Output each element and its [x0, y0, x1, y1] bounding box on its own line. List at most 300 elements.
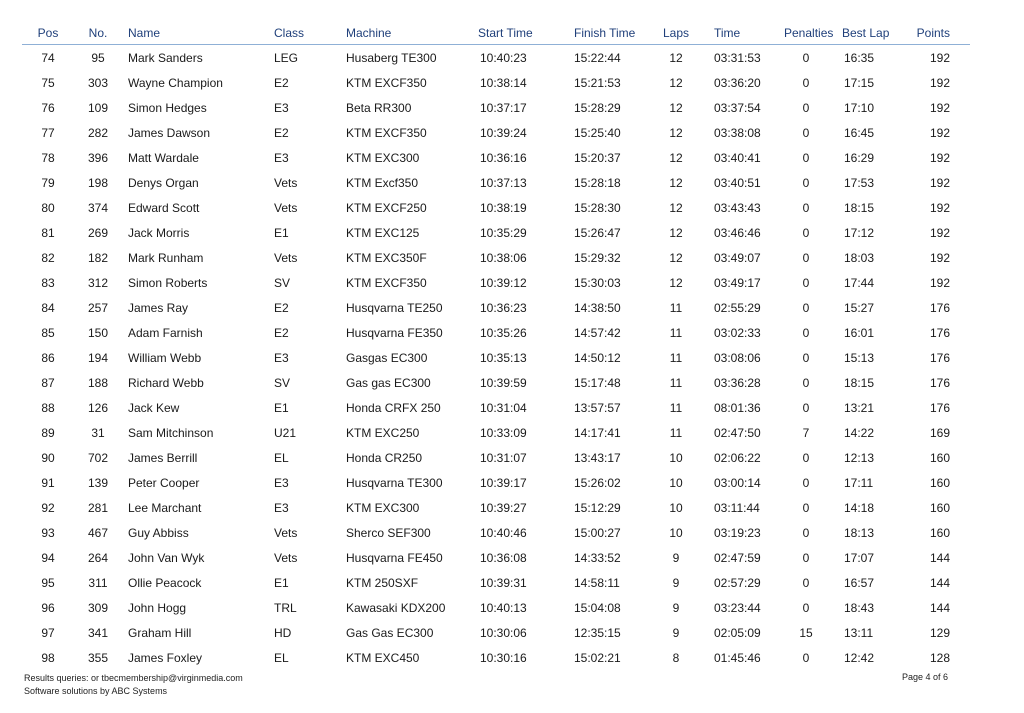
table-row	[22, 521, 970, 546]
cell-penalties: 0	[802, 51, 810, 65]
cell-best: 14:18	[844, 501, 875, 515]
cell-start: 10:39:59	[480, 376, 527, 390]
cell-laps: 11	[669, 326, 683, 340]
col-header-pos: Pos	[37, 26, 59, 40]
cell-name: Denys Organ	[128, 176, 199, 190]
cell-finish: 15:26:47	[574, 226, 621, 240]
cell-start: 10:36:23	[480, 301, 527, 315]
cell-time: 03:49:17	[714, 276, 761, 290]
table-row	[22, 646, 970, 671]
cell-time: 03:00:14	[714, 476, 761, 490]
cell-laps: 9	[672, 601, 680, 615]
table-row	[22, 296, 970, 321]
cell-start: 10:39:12	[480, 276, 527, 290]
cell-laps: 8	[672, 651, 680, 665]
cell-machine: Husqvarna TE300	[346, 476, 443, 490]
cell-points: 192	[929, 251, 950, 265]
cell-laps: 9	[672, 626, 680, 640]
cell-pos: 85	[41, 326, 55, 340]
cell-no: 355	[87, 651, 109, 665]
cell-laps: 12	[669, 101, 683, 115]
cell-points: 176	[929, 401, 950, 415]
cell-machine: Beta RR300	[346, 101, 412, 115]
cell-name: Sam Mitchinson	[128, 426, 214, 440]
cell-class: Vets	[274, 526, 298, 540]
cell-points: 192	[929, 76, 950, 90]
cell-start: 10:33:09	[480, 426, 527, 440]
cell-class: E1	[274, 401, 289, 415]
cell-pos: 92	[41, 501, 55, 515]
cell-penalties: 0	[802, 351, 810, 365]
cell-pos: 87	[41, 376, 55, 390]
cell-name: Guy Abbiss	[128, 526, 189, 540]
cell-penalties: 0	[802, 251, 810, 265]
cell-class: Vets	[274, 251, 298, 265]
cell-penalties: 7	[802, 426, 810, 440]
cell-finish: 13:57:57	[574, 401, 621, 415]
col-header-no: No.	[88, 26, 108, 40]
table-row	[22, 271, 970, 296]
cell-best: 16:01	[844, 326, 875, 340]
cell-time: 03:36:20	[714, 76, 761, 90]
cell-penalties: 0	[802, 151, 810, 165]
cell-pos: 96	[41, 601, 55, 615]
cell-pos: 90	[41, 451, 55, 465]
cell-no: 311	[88, 576, 108, 590]
cell-laps: 11	[669, 376, 683, 390]
cell-time: 02:05:09	[714, 626, 761, 640]
cell-machine: Husqvarna FE350	[346, 326, 443, 340]
table-row	[22, 396, 970, 421]
cell-penalties: 0	[802, 501, 810, 515]
table-row	[22, 496, 970, 521]
cell-name: John Hogg	[128, 601, 187, 615]
cell-penalties: 0	[802, 126, 810, 140]
col-header-penalties: Penalties	[784, 26, 834, 40]
cell-class: E2	[274, 301, 289, 315]
cell-points: 160	[929, 501, 950, 515]
cell-pos: 79	[41, 176, 55, 190]
cell-finish: 15:02:21	[574, 651, 621, 665]
cell-name: Wayne Champion	[128, 76, 223, 90]
cell-points: 144	[929, 601, 950, 615]
cell-name: Adam Farnish	[128, 326, 203, 340]
table-row	[22, 246, 970, 271]
cell-machine: Gasgas EC300	[346, 351, 428, 365]
cell-finish: 15:20:37	[574, 151, 621, 165]
cell-penalties: 15	[799, 626, 813, 640]
cell-class: LEG	[274, 51, 299, 65]
cell-time: 02:57:29	[714, 576, 761, 590]
cell-no: 95	[91, 51, 105, 65]
cell-laps: 12	[669, 126, 683, 140]
cell-no: 282	[87, 126, 109, 140]
cell-penalties: 0	[802, 651, 810, 665]
cell-time: 03:23:44	[714, 601, 761, 615]
cell-no: 467	[87, 526, 109, 540]
table-row	[22, 321, 970, 346]
cell-machine: KTM EXC350F	[346, 251, 427, 265]
cell-finish: 13:43:17	[574, 451, 621, 465]
cell-no: 396	[87, 151, 109, 165]
cell-penalties: 0	[802, 551, 810, 565]
cell-name: James Berrill	[128, 451, 198, 465]
cell-no: 702	[87, 451, 109, 465]
cell-points: 192	[929, 276, 950, 290]
cell-no: 374	[87, 201, 109, 215]
cell-time: 03:08:06	[714, 351, 761, 365]
cell-pos: 84	[41, 301, 55, 315]
cell-machine: KTM EXCF250	[346, 201, 427, 215]
cell-time: 02:47:59	[714, 551, 761, 565]
cell-best: 18:13	[844, 526, 875, 540]
cell-name: Matt Wardale	[128, 151, 199, 165]
cell-pos: 89	[41, 426, 55, 440]
cell-points: 192	[929, 51, 950, 65]
cell-finish: 14:33:52	[574, 551, 621, 565]
cell-start: 10:39:17	[480, 476, 527, 490]
cell-time: 03:31:53	[714, 51, 761, 65]
cell-best: 15:27	[844, 301, 875, 315]
cell-best: 13:11	[844, 626, 874, 640]
cell-laps: 9	[672, 551, 680, 565]
cell-best: 14:22	[844, 426, 875, 440]
cell-machine: Husqvarna TE250	[346, 301, 443, 315]
table-row	[22, 121, 970, 146]
table-row	[22, 171, 970, 196]
cell-finish: 15:29:32	[574, 251, 621, 265]
cell-points: 192	[929, 176, 950, 190]
cell-class: E1	[274, 226, 289, 240]
cell-points: 169	[929, 426, 950, 440]
cell-finish: 14:58:11	[574, 576, 620, 590]
cell-pos: 81	[41, 226, 55, 240]
cell-start: 10:40:46	[480, 526, 527, 540]
results-queries-text: Results queries: or tbecmembership@virginmedia.com	[24, 673, 243, 683]
cell-machine: Kawasaki KDX200	[346, 601, 446, 615]
col-header-start-time: Start Time	[478, 26, 533, 40]
col-header-finish-time: Finish Time	[574, 26, 636, 40]
cell-time: 02:47:50	[714, 426, 761, 440]
cell-machine: KTM EXCF350	[346, 76, 427, 90]
cell-time: 03:11:44	[714, 501, 760, 515]
cell-start: 10:38:06	[480, 251, 527, 265]
cell-name: William Webb	[128, 351, 202, 365]
table-row	[22, 221, 970, 246]
cell-laps: 12	[669, 226, 683, 240]
cell-best: 17:44	[844, 276, 875, 290]
cell-points: 192	[929, 126, 950, 140]
cell-no: 109	[87, 101, 109, 115]
cell-no: 198	[87, 176, 109, 190]
cell-points: 192	[929, 201, 950, 215]
table-row	[22, 146, 970, 171]
cell-no: 269	[87, 226, 109, 240]
cell-class: E3	[274, 101, 289, 115]
cell-pos: 80	[41, 201, 55, 215]
cell-no: 257	[87, 301, 109, 315]
cell-no: 150	[87, 326, 109, 340]
table-row	[22, 346, 970, 371]
cell-machine: KTM EXC300	[346, 151, 420, 165]
cell-points: 160	[929, 526, 950, 540]
cell-machine: Honda CR250	[346, 451, 423, 465]
cell-machine: Honda CRFX 250	[346, 401, 441, 415]
cell-name: Simon Roberts	[128, 276, 208, 290]
cell-best: 17:15	[844, 76, 875, 90]
cell-laps: 9	[672, 576, 680, 590]
cell-pos: 88	[41, 401, 55, 415]
cell-class: E2	[274, 126, 289, 140]
cell-best: 12:42	[844, 651, 875, 665]
cell-name: James Dawson	[128, 126, 211, 140]
software-credit-text: Software solutions by ABC Systems	[24, 686, 168, 696]
cell-start: 10:30:16	[480, 651, 527, 665]
cell-class: E3	[274, 351, 289, 365]
cell-start: 10:39:31	[480, 576, 527, 590]
cell-laps: 10	[669, 501, 683, 515]
cell-time: 03:37:54	[714, 101, 761, 115]
cell-class: Vets	[274, 551, 298, 565]
cell-laps: 12	[669, 76, 683, 90]
cell-points: 192	[929, 226, 950, 240]
cell-penalties: 0	[802, 101, 810, 115]
cell-points: 144	[929, 576, 950, 590]
cell-time: 03:38:08	[714, 126, 761, 140]
cell-penalties: 0	[802, 326, 810, 340]
cell-points: 176	[929, 351, 950, 365]
cell-class: E2	[274, 326, 289, 340]
cell-penalties: 0	[802, 526, 810, 540]
cell-no: 188	[87, 376, 109, 390]
cell-best: 18:43	[844, 601, 875, 615]
cell-no: 182	[87, 251, 109, 265]
footer-info	[24, 672, 243, 698]
cell-machine: KTM Excf350	[346, 176, 419, 190]
cell-laps: 12	[669, 276, 683, 290]
cell-best: 12:13	[844, 451, 875, 465]
cell-time: 02:06:22	[714, 451, 761, 465]
cell-time: 03:40:41	[714, 151, 761, 165]
cell-machine: KTM EXCF350	[346, 126, 427, 140]
cell-finish: 15:28:18	[574, 176, 621, 190]
cell-points: 160	[929, 476, 950, 490]
cell-points: 144	[929, 551, 950, 565]
cell-points: 176	[929, 376, 950, 390]
cell-name: Graham Hill	[128, 626, 192, 640]
cell-time: 01:45:46	[714, 651, 761, 665]
table-row	[22, 546, 970, 571]
cell-laps: 11	[669, 301, 683, 315]
cell-machine: Gas Gas EC300	[346, 626, 434, 640]
cell-points: 192	[929, 101, 950, 115]
cell-points: 176	[929, 326, 950, 340]
col-header-time: Time	[714, 26, 741, 40]
cell-points: 129	[929, 626, 950, 640]
cell-penalties: 0	[802, 276, 810, 290]
cell-no: 309	[87, 601, 109, 615]
cell-finish: 12:35:15	[574, 626, 621, 640]
cell-penalties: 0	[802, 451, 810, 465]
cell-time: 03:36:28	[714, 376, 761, 390]
cell-best: 17:53	[844, 176, 875, 190]
cell-start: 10:31:04	[480, 401, 527, 415]
cell-penalties: 0	[802, 301, 810, 315]
cell-time: 03:49:07	[714, 251, 761, 265]
cell-pos: 75	[41, 76, 55, 90]
cell-name: Mark Runham	[128, 251, 204, 265]
cell-class: U21	[274, 426, 297, 440]
cell-laps: 12	[669, 201, 683, 215]
cell-start: 10:38:19	[480, 201, 527, 215]
cell-class: E3	[274, 476, 289, 490]
cell-laps: 11	[669, 426, 683, 440]
cell-name: Jack Morris	[128, 226, 190, 240]
cell-pos: 77	[41, 126, 55, 140]
cell-no: 126	[87, 401, 109, 415]
cell-penalties: 0	[802, 226, 810, 240]
cell-laps: 11	[669, 401, 683, 415]
cell-laps: 11	[669, 351, 683, 365]
cell-machine: KTM EXC300	[346, 501, 420, 515]
results-table-header	[22, 24, 970, 45]
cell-laps: 10	[669, 451, 683, 465]
cell-laps: 10	[669, 526, 683, 540]
cell-pos: 74	[41, 51, 55, 65]
cell-no: 139	[87, 476, 109, 490]
cell-class: E3	[274, 501, 289, 515]
col-header-best-lap: Best Lap	[842, 26, 890, 40]
col-header-points: Points	[916, 26, 950, 40]
cell-class: E3	[274, 151, 289, 165]
cell-time: 03:43:43	[714, 201, 761, 215]
cell-class: Vets	[274, 176, 298, 190]
cell-no: 31	[91, 426, 105, 440]
cell-class: SV	[274, 276, 291, 290]
cell-best: 16:45	[844, 126, 875, 140]
col-header-machine: Machine	[346, 26, 392, 40]
cell-name: Mark Sanders	[128, 51, 203, 65]
cell-pos: 95	[41, 576, 55, 590]
cell-machine: KTM EXCF350	[346, 276, 427, 290]
cell-machine: Sherco SEF300	[346, 526, 431, 540]
cell-best: 16:35	[844, 51, 875, 65]
cell-name: Richard Webb	[128, 376, 204, 390]
cell-class: E2	[274, 76, 289, 90]
cell-class: EL	[274, 451, 289, 465]
cell-start: 10:38:14	[480, 76, 527, 90]
cell-points: 192	[929, 151, 950, 165]
cell-time: 03:19:23	[714, 526, 761, 540]
cell-start: 10:35:29	[480, 226, 527, 240]
cell-penalties: 0	[802, 476, 810, 490]
cell-finish: 15:17:48	[574, 376, 621, 390]
cell-name: Lee Marchant	[128, 501, 202, 515]
cell-name: James Ray	[128, 301, 189, 315]
cell-best: 17:10	[844, 101, 875, 115]
cell-no: 341	[87, 626, 109, 640]
cell-pos: 98	[41, 651, 55, 665]
cell-penalties: 0	[802, 401, 810, 415]
cell-start: 10:36:16	[480, 151, 527, 165]
table-row	[22, 71, 970, 96]
results-table-body	[22, 46, 970, 671]
cell-finish: 14:17:41	[574, 426, 621, 440]
cell-time: 02:55:29	[714, 301, 761, 315]
cell-machine: KTM EXC250	[346, 426, 420, 440]
cell-no: 312	[87, 276, 109, 290]
cell-finish: 15:21:53	[574, 76, 621, 90]
table-row	[22, 446, 970, 471]
cell-finish: 15:30:03	[574, 276, 621, 290]
cell-start: 10:40:13	[480, 601, 527, 615]
cell-pos: 82	[41, 251, 55, 265]
cell-pos: 86	[41, 351, 55, 365]
cell-finish: 15:28:29	[574, 101, 621, 115]
cell-points: 128	[929, 651, 950, 665]
cell-pos: 94	[41, 551, 55, 565]
cell-finish: 15:28:30	[574, 201, 621, 215]
cell-penalties: 0	[802, 176, 810, 190]
cell-best: 15:13	[844, 351, 875, 365]
cell-finish: 15:00:27	[574, 526, 621, 540]
table-row	[22, 471, 970, 496]
cell-finish: 14:38:50	[574, 301, 621, 315]
cell-best: 17:12	[844, 226, 875, 240]
table-row	[22, 621, 970, 646]
cell-finish: 15:26:02	[574, 476, 621, 490]
cell-pos: 76	[41, 101, 55, 115]
cell-machine: KTM EXC450	[346, 651, 420, 665]
cell-penalties: 0	[802, 76, 810, 90]
table-row	[22, 46, 970, 71]
cell-machine: Husqvarna FE450	[346, 551, 443, 565]
table-row	[22, 421, 970, 446]
cell-points: 160	[929, 451, 950, 465]
cell-machine: KTM 250SXF	[346, 576, 419, 590]
table-row	[22, 596, 970, 621]
cell-pos: 91	[41, 476, 55, 490]
cell-name: Simon Hedges	[128, 101, 207, 115]
cell-no: 281	[87, 501, 109, 515]
cell-best: 17:11	[844, 476, 874, 490]
cell-best: 17:07	[844, 551, 875, 565]
cell-name: John Van Wyk	[128, 551, 205, 565]
cell-penalties: 0	[802, 201, 810, 215]
cell-name: Edward Scott	[128, 201, 200, 215]
cell-penalties: 0	[802, 576, 810, 590]
cell-name: Jack Kew	[128, 401, 180, 415]
col-header-class: Class	[274, 26, 305, 40]
cell-pos: 83	[41, 276, 55, 290]
cell-best: 18:15	[844, 376, 875, 390]
cell-best: 18:03	[844, 251, 875, 265]
cell-finish: 15:25:40	[574, 126, 621, 140]
cell-start: 10:39:27	[480, 501, 527, 515]
cell-start: 10:35:26	[480, 326, 527, 340]
cell-penalties: 0	[802, 601, 810, 615]
col-header-name: Name	[128, 26, 161, 40]
cell-start: 10:40:23	[480, 51, 527, 65]
cell-class: Vets	[274, 201, 298, 215]
cell-name: Ollie Peacock	[128, 576, 202, 590]
cell-machine: KTM EXC125	[346, 226, 420, 240]
cell-laps: 12	[669, 251, 683, 265]
cell-laps: 12	[669, 151, 683, 165]
cell-start: 10:36:08	[480, 551, 527, 565]
cell-points: 176	[929, 301, 950, 315]
cell-start: 10:31:07	[480, 451, 527, 465]
